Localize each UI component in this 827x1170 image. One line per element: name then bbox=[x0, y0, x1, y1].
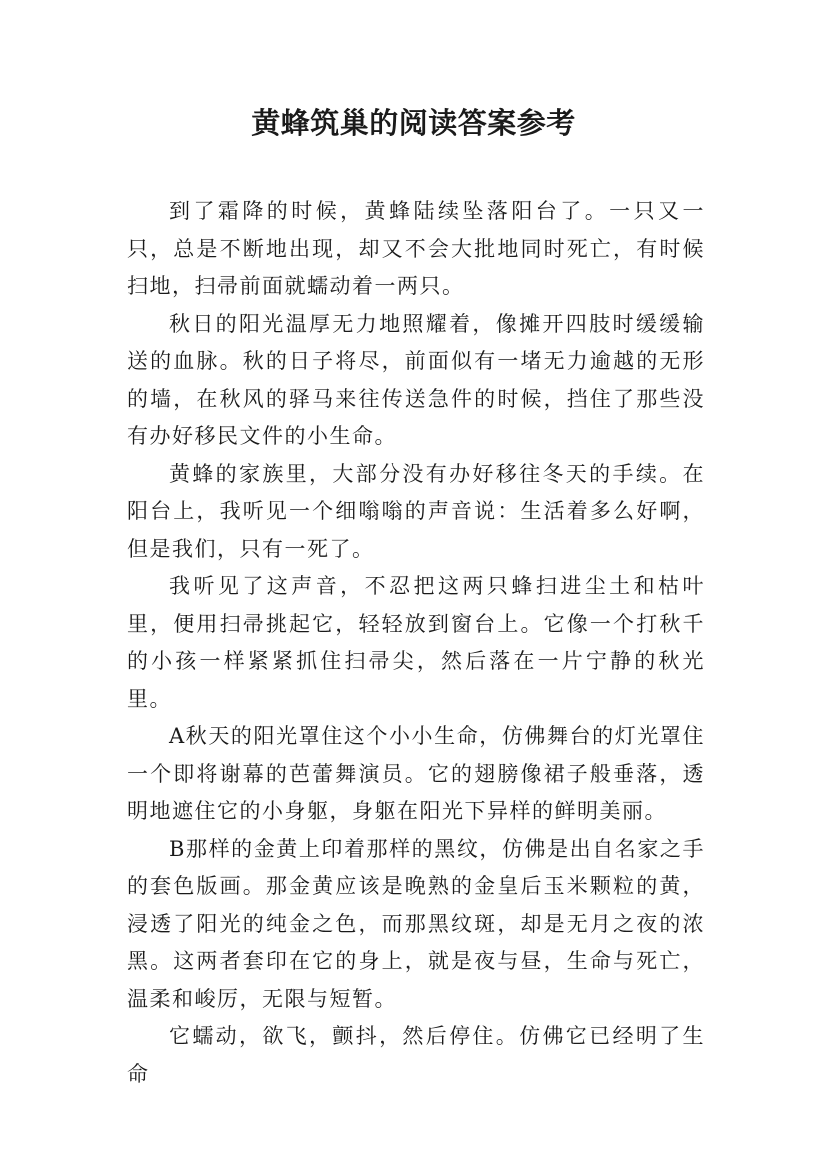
paragraph-6: B那样的金黄上印着那样的黑纹，仿佛是出自名家之手的套色版画。那金黄应该是晚熟的金皇后玉米颗粒的黄，浸透了阳光的纯金之色，而那黑纹斑，却是无月之夜的浓黑。这两者套印在它的身上，就是夜与昼，生命与死亡，温柔和峻厉，无限与短暂。 bbox=[127, 836, 705, 1011]
article-body bbox=[127, 193, 705, 1093]
paragraph-2: 秋日的阳光温厚无力地照耀着，像摊开四肢时缓缓输送的血脉。秋的日子将尽，前面似有一堵无力逾越的无形的墙，在秋风的驿马来往传送急件的时候，挡住了那些没有办好移民文件的小生命。 bbox=[127, 311, 705, 448]
paragraph-3: 黄蜂的家族里，大部分没有办好移往冬天的手续。在阳台上，我听见一个细嗡嗡的声音说：生活着多么好啊，但是我们，只有一死了。 bbox=[127, 461, 705, 561]
page-title: 黄蜂筑巢的阅读答案参考 bbox=[251, 106, 576, 140]
paragraph-1: 到了霜降的时候，黄蜂陆续坠落阳台了。一只又一只，总是不断地出现，却又不会大批地同时死亡，有时候扫地，扫帚前面就蠕动着一两只。 bbox=[127, 199, 705, 298]
paragraph-5: A秋天的阳光罩住这个小小生命，仿佛舞台的灯光罩住一个即将谢幕的芭蕾舞演员。它的翅膀像裙子般垂落，透明地遮住它的小身躯，身躯在阳光下异样的鲜明美丽。 bbox=[127, 724, 705, 823]
paragraph-4: 我听见了这声音，不忍把这两只蜂扫进尘土和枯叶里，便用扫帚挑起它，轻轻放到窗台上。它像一个打秋千的小孩一样紧紧抓住扫帚尖，然后落在一片宁静的秋光里。 bbox=[127, 574, 705, 711]
paragraph-7: 它蠕动，欲飞，颤抖，然后停住。仿佛它已经明了生命 bbox=[127, 1024, 705, 1086]
